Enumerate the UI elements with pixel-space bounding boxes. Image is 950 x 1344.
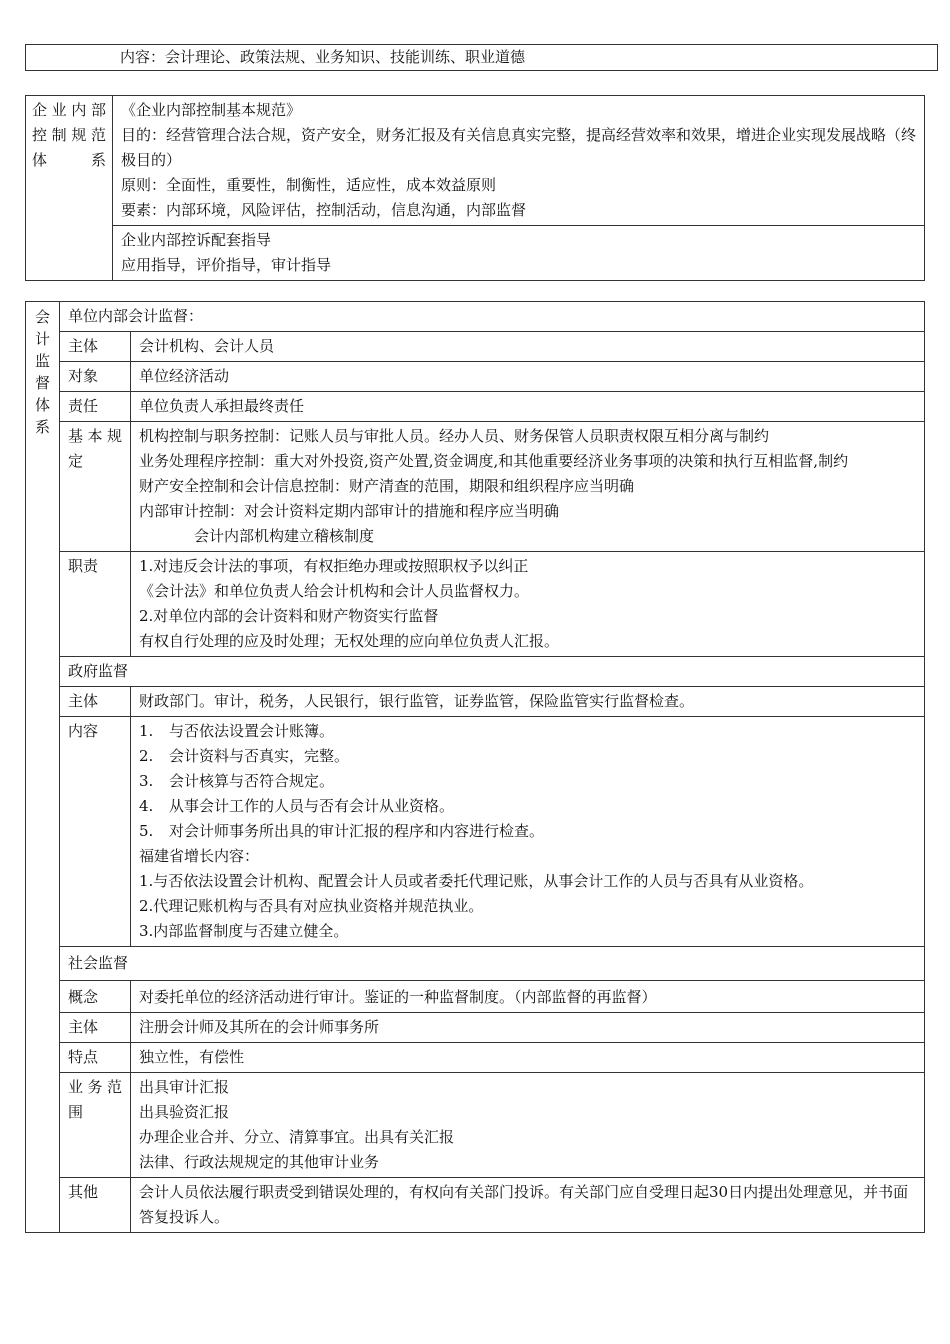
internal-supervision-heading: 单位内部会计监督： — [60, 302, 925, 332]
item-number: 4. — [139, 797, 154, 815]
fujian-item: 3.内部监督制度与否建立健全。 — [139, 922, 349, 940]
internal-duty: 单位负责人承担最终责任 — [131, 392, 925, 422]
rule-item: 机构控制与职务控制：记账人员与审批人员。经办人员、财务保管人员职责权限互相分离与制约 — [139, 427, 770, 445]
item-number: 1. — [139, 722, 154, 740]
internal-duty-label: 责任 — [60, 392, 131, 422]
item-text: 与否依法设置会计账簿。 — [169, 722, 335, 740]
internal-control-basic — [113, 96, 925, 226]
resp-item: 1.对违反会计法的事项，有权拒绝办理或按照职权予以纠正 — [139, 557, 529, 575]
elements-text: 要素：内部环境，风险评估，控制活动，信息沟通，内部监督 — [121, 201, 527, 219]
vertical-label — [26, 306, 59, 438]
fujian-heading: 福建省增长内容： — [139, 847, 260, 865]
guide-types: 应用指导，评价指导，审计指导 — [121, 256, 332, 274]
social-feature-label: 特点 — [60, 1043, 131, 1073]
content-item — [139, 794, 916, 819]
internal-resp-label: 职责 — [60, 552, 131, 657]
social-concept: 对委托单位的经济活动进行审计。鉴证的一种监督制度。（内部监督的再监督） — [131, 981, 925, 1013]
internal-control-table — [25, 95, 925, 281]
supervision-system-label — [26, 302, 60, 1233]
resp-item: 有权自行处理的应及时处理；无权处理的应向单位负责人汇报。 — [139, 632, 560, 650]
social-subject-label: 主体 — [60, 1013, 131, 1043]
rule-item: 业务处理程序控制：重大对外投资,资产处置,资金调度,和其他重要经济业务事项的决策和执行互相监督,制约 — [139, 452, 849, 470]
government-supervision-heading: 政府监督 — [60, 657, 925, 687]
content-item — [139, 769, 916, 794]
internal-rules — [131, 422, 925, 552]
government-content-label: 内容 — [60, 717, 131, 947]
other-label: 其他 — [60, 1178, 131, 1233]
item-text: 会计核算与否符合规定。 — [169, 772, 335, 790]
vertical-label-char: 督 — [34, 374, 50, 392]
vertical-label-char: 体 — [34, 396, 50, 414]
vertical-label-char: 监 — [34, 352, 50, 370]
item-number: 2. — [139, 747, 154, 765]
internal-rules-label: 基本规定 — [60, 422, 131, 552]
internal-subject: 会计机构、会计人员 — [131, 332, 925, 362]
basic-norm-title: 《企业内部控制基本规范》 — [121, 101, 302, 119]
supervision-table — [25, 301, 925, 1233]
scope-item: 出具审计汇报 — [139, 1078, 230, 1096]
content-item — [139, 719, 916, 744]
social-scope-label: 业务范围 — [60, 1073, 131, 1178]
rule-item: 财产安全控制和会计信息控制：财产清查的范围，期限和组织程序应当明确 — [139, 477, 635, 495]
rule-item: 会计内部机构建立稽核制度 — [194, 527, 375, 545]
social-concept-label: 概念 — [60, 981, 131, 1013]
resp-item: 《会计法》和单位负责人给会计机构和会计人员监督权力。 — [139, 582, 530, 600]
rule-item: 内部审计控制：对会计资料定期内部审计的措施和程序应当明确 — [139, 502, 560, 520]
resp-item: 2.对单位内部的会计资料和财产物资实行监督 — [139, 607, 439, 625]
vertical-label-char: 系 — [34, 418, 50, 436]
government-content — [131, 717, 925, 947]
vertical-label-char: 会 — [34, 308, 50, 326]
social-feature: 独立性，有偿性 — [131, 1043, 925, 1073]
content-text: 内容：会计理论、政策法规、业务知识、技能训练、职业道德 — [120, 48, 526, 66]
other-text: 会计人员依法履行职责受到错误处理的，有权向有关部门投诉。有关部门应自受理日起30日内提出处理意见，并书面答复投诉人。 — [131, 1178, 925, 1233]
government-subject: 财政部门。审计，税务，人民银行，银行监管，证券监管，保险监管实行监督检查。 — [131, 687, 925, 717]
internal-control-guides — [113, 226, 925, 281]
social-supervision-heading: 社会监督 — [60, 947, 925, 981]
fujian-item: 1.与否依法设置会计机构、配置会计人员或者委托代理记账，从事会计工作的人员与否具有从业资格。 — [139, 872, 814, 890]
scope-item: 出具验资汇报 — [139, 1103, 230, 1121]
content-item — [139, 744, 916, 769]
principle-text: 原则：全面性，重要性，制衡性，适应性，成本效益原则 — [121, 176, 497, 194]
fujian-item: 2.代理记账机构与否具有对应执业资格并规范执业。 — [139, 897, 484, 915]
internal-control-label: 企业内部控制规范体系 — [26, 96, 113, 281]
purpose-text: 目的：经营管理合法合规，资产安全，财务汇报及有关信息真实完整，提高经营效率和效果，增进企业实现发展战略（终极目的） — [121, 126, 917, 169]
item-text: 会计资料与否真实，完整。 — [169, 747, 350, 765]
item-text: 从事会计工作的人员与否有会计从业资格。 — [169, 797, 455, 815]
content-table — [25, 44, 938, 71]
content-row — [26, 45, 938, 71]
internal-object: 单位经济活动 — [131, 362, 925, 392]
guide-title: 企业内部控诉配套指导 — [121, 231, 272, 249]
item-text: 对会计师事务所出具的审计汇报的程序和内容进行检查。 — [169, 822, 545, 840]
item-number: 5. — [139, 822, 154, 840]
internal-resp — [131, 552, 925, 657]
government-subject-label: 主体 — [60, 687, 131, 717]
internal-object-label: 对象 — [60, 362, 131, 392]
social-subject: 注册会计师及其所在的会计师事务所 — [131, 1013, 925, 1043]
internal-subject-label: 主体 — [60, 332, 131, 362]
content-item — [139, 819, 916, 844]
scope-item: 办理企业合并、分立、清算事宜。出具有关汇报 — [139, 1128, 455, 1146]
social-scope — [131, 1073, 925, 1178]
scope-item: 法律、行政法规规定的其他审计业务 — [139, 1153, 380, 1171]
vertical-label-char: 计 — [34, 330, 50, 348]
item-number: 3. — [139, 772, 154, 790]
